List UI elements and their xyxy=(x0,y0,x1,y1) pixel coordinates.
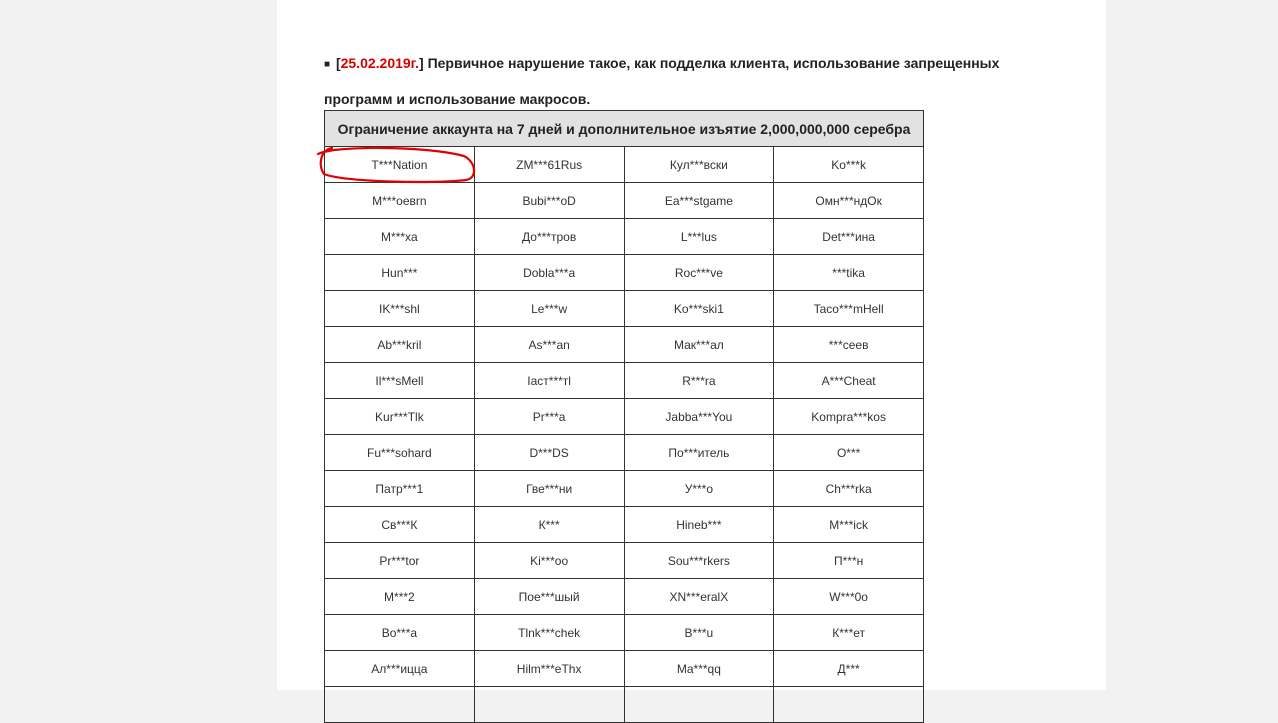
account-name-cell xyxy=(474,687,624,723)
account-name-cell: XN***eralX xyxy=(624,579,774,615)
account-name-cell: T***Nation xyxy=(325,147,475,183)
account-name-cell: ZM***61Rus xyxy=(474,147,624,183)
account-name-cell: Д*** xyxy=(774,651,924,687)
account-name-cell: M***oeвrn xyxy=(325,183,475,219)
account-name-cell: B***u xyxy=(624,615,774,651)
account-name-cell: Ал***ицца xyxy=(325,651,475,687)
notice-text: Первичное нарушение такое, как подделка клиента, использование запрещенных программ и использование макросов. xyxy=(324,55,1000,107)
table-header: Ограничение аккаунта на 7 дней и дополнительное изъятие 2,000,000,000 серебра xyxy=(325,111,924,147)
table-row xyxy=(325,615,924,651)
table-header-row xyxy=(325,111,924,147)
account-name-cell: Kompra***kos xyxy=(774,399,924,435)
table-row xyxy=(325,687,924,723)
table-row xyxy=(325,363,924,399)
table-body xyxy=(325,147,924,723)
account-name-cell: У***о xyxy=(624,471,774,507)
account-name-cell: IK***shl xyxy=(325,291,475,327)
account-name-cell xyxy=(325,687,475,723)
account-name-cell: Кул***вски xyxy=(624,147,774,183)
account-name-cell: Le***w xyxy=(474,291,624,327)
account-name-cell: П***н xyxy=(774,543,924,579)
table-row xyxy=(325,507,924,543)
account-name-cell: Pr***a xyxy=(474,399,624,435)
account-name-cell: Hineb*** xyxy=(624,507,774,543)
account-name-cell: ***сеев xyxy=(774,327,924,363)
account-name-cell: Dobla***a xyxy=(474,255,624,291)
account-name-cell: Bo***a xyxy=(325,615,475,651)
account-name-cell: Ma***qq xyxy=(624,651,774,687)
account-name-cell: Il***sMell xyxy=(325,363,475,399)
account-name-cell: Det***ина xyxy=(774,219,924,255)
table-row xyxy=(325,435,924,471)
account-name-cell: Fu***sohard xyxy=(325,435,475,471)
account-name-cell: Ea***stgame xyxy=(624,183,774,219)
account-name-cell: Гве***ни xyxy=(474,471,624,507)
account-name-cell: M***2 xyxy=(325,579,475,615)
table-row xyxy=(325,183,924,219)
close-bracket: ] xyxy=(419,55,424,71)
table-row xyxy=(325,399,924,435)
notice-date: 25.02.2019г. xyxy=(340,55,419,71)
account-name-cell: Tlnk***chek xyxy=(474,615,624,651)
account-name-cell: D***DS xyxy=(474,435,624,471)
table-row xyxy=(325,579,924,615)
table-row xyxy=(325,219,924,255)
account-name-cell: A***Cheat xyxy=(774,363,924,399)
account-name-cell: L***lus xyxy=(624,219,774,255)
table-row xyxy=(325,147,924,183)
account-name-cell: Пое***шый xyxy=(474,579,624,615)
account-name-cell: Мак***ал xyxy=(624,327,774,363)
account-name-cell: До***тров xyxy=(474,219,624,255)
account-name-cell: Hun*** xyxy=(325,255,475,291)
table-row xyxy=(325,255,924,291)
account-name-cell: Roc***ve xyxy=(624,255,774,291)
account-name-cell: Pr***tor xyxy=(325,543,475,579)
account-name-cell: M***ick xyxy=(774,507,924,543)
account-name-cell: Ab***kril xyxy=(325,327,475,363)
account-name-cell: Омн***ндОк xyxy=(774,183,924,219)
banned-accounts-table xyxy=(324,110,924,723)
account-name-cell: Патр***1 xyxy=(325,471,475,507)
account-name-cell: По***итель xyxy=(624,435,774,471)
account-name-cell: Св***К xyxy=(325,507,475,543)
table-row xyxy=(325,543,924,579)
account-name-cell: As***an xyxy=(474,327,624,363)
account-name-cell: Iаст***тl xyxy=(474,363,624,399)
account-name-cell: Ko***k xyxy=(774,147,924,183)
account-name-cell: O*** xyxy=(774,435,924,471)
account-name-cell: Kur***Tlk xyxy=(325,399,475,435)
table-row xyxy=(325,291,924,327)
account-name-cell: Bubi***oD xyxy=(474,183,624,219)
account-name-cell: W***0o xyxy=(774,579,924,615)
table-row xyxy=(325,651,924,687)
account-name-cell: Ch***rka xyxy=(774,471,924,507)
account-name-cell: ***tika xyxy=(774,255,924,291)
table-row xyxy=(325,471,924,507)
account-name-cell: Ki***oo xyxy=(474,543,624,579)
account-name-cell: Jabba***You xyxy=(624,399,774,435)
table-row xyxy=(325,327,924,363)
account-name-cell: M***xa xyxy=(325,219,475,255)
account-name-cell xyxy=(624,687,774,723)
notice-paragraph xyxy=(324,46,1044,116)
account-name-cell: К*** xyxy=(474,507,624,543)
account-name-cell: R***ra xyxy=(624,363,774,399)
open-bracket: [ xyxy=(335,55,341,71)
account-name-cell: Taco***mHell xyxy=(774,291,924,327)
account-name-cell: Sou***rkers xyxy=(624,543,774,579)
account-name-cell: Hilm***eThx xyxy=(474,651,624,687)
account-name-cell xyxy=(774,687,924,723)
account-name-cell: К***ет xyxy=(774,615,924,651)
account-name-cell: Ko***ski1 xyxy=(624,291,774,327)
bullet-icon: ■ xyxy=(324,59,331,70)
